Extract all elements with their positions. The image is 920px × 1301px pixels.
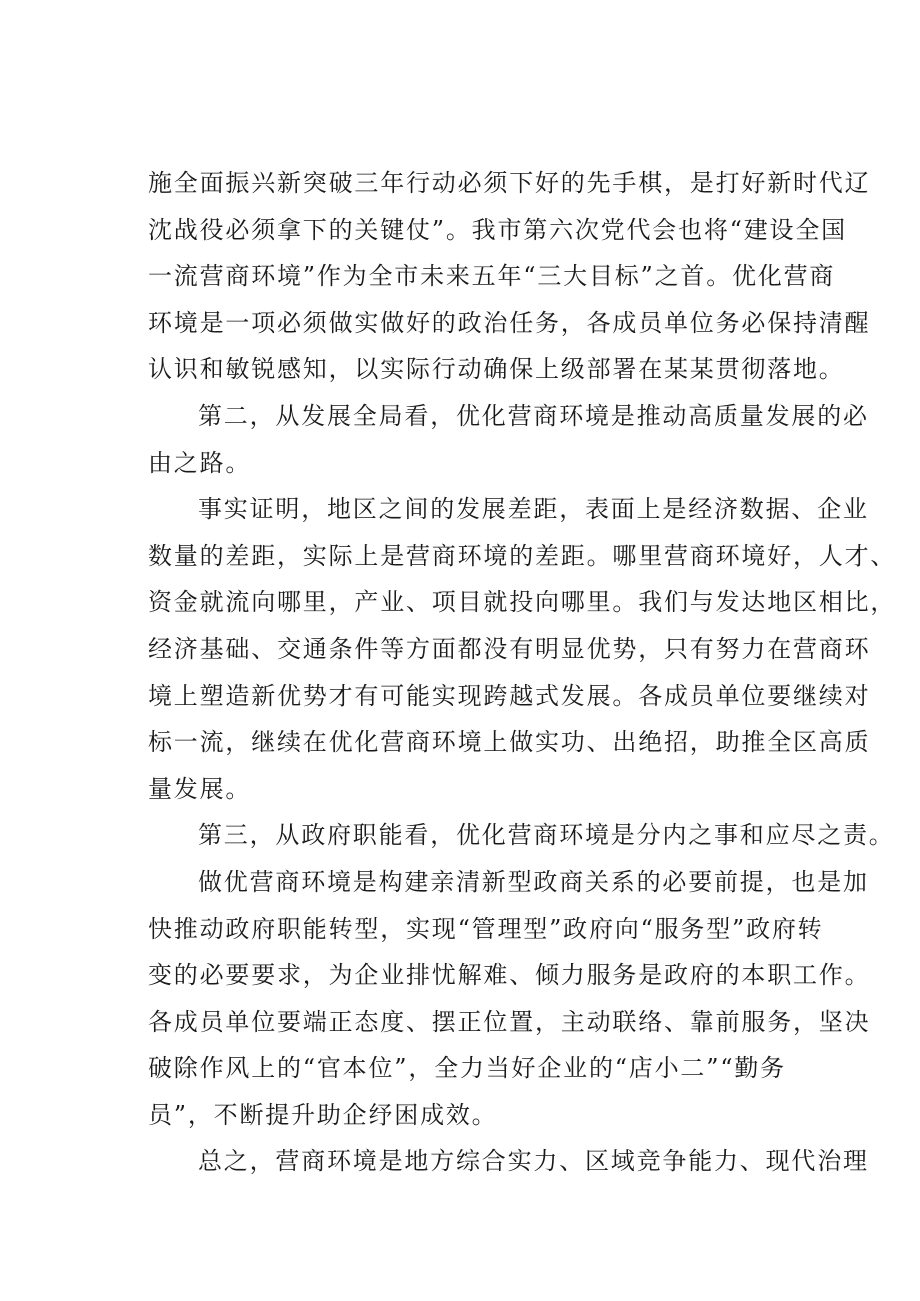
- text-line: 变的必要要求，为企业排忧解难、倾力服务是政府的本职工作。: [148, 961, 871, 990]
- text-line: 认识和敏锐感知，以实际行动确保上级部署在某某贯彻落地。: [148, 355, 845, 384]
- text-line: 各成员单位要端正态度、摆正位置，主动联络、靠前服务，坚决: [148, 1007, 871, 1036]
- text-line: 破除作风上的“官本位”，全力当好企业的“店小二”“勤务: [148, 1054, 786, 1083]
- text-line: 数量的差距，实际上是营商环境的差距。哪里营商环境好，人才、: [148, 541, 897, 570]
- text-line: 快推动政府职能转型，实现“管理型”政府向“服务型”政府转: [148, 914, 824, 943]
- paragraph-start-line: 总之，营商环境是地方综合实力、区域竞争能力、现代治理: [198, 1147, 869, 1176]
- paragraph-start-line: 事实证明，地区之间的发展差距，表面上是经济数据、企业: [198, 495, 869, 524]
- paragraph-heading-line: 第三，从政府职能看，优化营商环境是分内之事和应尽之责。: [198, 821, 895, 850]
- text-line: 施全面振兴新突破三年行动必须下好的先手棋，是打好新时代辽: [148, 169, 871, 197]
- text-line: 标一流，继续在优化营商环境上做实功、出绝招，助推全区高质: [148, 728, 871, 757]
- text-line: 一流营商环境”作为全市未来五年“三大目标”之首。优化营商: [148, 262, 836, 291]
- text-line: 员”，不断提升助企纾困成效。: [148, 1100, 498, 1129]
- text-line: 沈战役必须拿下的关键仗”。我市第六次党代会也将“建设全国: [148, 215, 847, 244]
- text-line: 经济基础、交通条件等方面都没有明显优势，只有努力在营商环: [148, 634, 871, 663]
- text-line: 由之路。: [148, 448, 252, 477]
- paragraph-heading-line: 第二，从发展全局看，优化营商环境是推动高质量发展的必: [198, 401, 869, 430]
- text-line: 环境是一项必须做实做好的政治任务，各成员单位务必保持清醒: [148, 308, 871, 337]
- text-line: 境上塑造新优势才有可能实现跨越式发展。各成员单位要继续对: [148, 681, 871, 710]
- paragraph-start-line: 做优营商环境是构建亲清新型政商关系的必要前提，也是加: [198, 867, 869, 896]
- text-line: 量发展。: [148, 774, 252, 803]
- text-line: 资金就流向哪里，产业、项目就投向哪里。我们与发达地区相比，: [148, 588, 897, 617]
- document-body: [148, 160, 897, 1185]
